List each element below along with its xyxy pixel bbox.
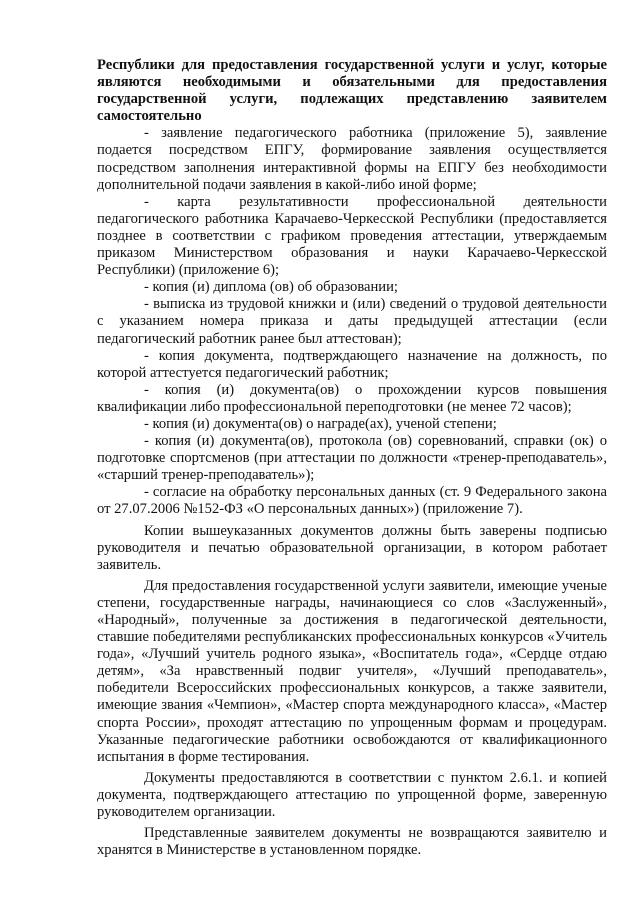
list-item-competition-protocols: - копия (и) документа(ов), протокола (ов) соревнований, справки (ок) о подготовке спортсменов (при аттестации по должности «тренер-преподаватель», «старший тренер-преподаватель»); <box>97 433 607 484</box>
list-item-training-certificate: - копия (и) документа(ов) о прохождении курсов повышения квалификации либо профессиональной переподготовки (не менее 72 часов); <box>97 381 607 415</box>
list-item-awards-copy: - копия (и) документа(ов) о награде(ах), ученой степени; <box>144 415 497 432</box>
list-item-diploma-copy: - копия (и) диплома (ов) об образовании; <box>144 279 398 296</box>
paragraph-simplified-attestation: Для предоставления государственной услуги заявители, имеющие ученые степени, государственные награды, начинающиеся со слов «Заслуженный», «Народный», полученные за достижения в педагогической деятельности, ставшие победителями республиканских профессиональных конкурсов «Учитель года», «Лучший учитель родного языка», «Воспитатель года», «Сердце отдаю детям», «За нравственный подвиг учителя», «Лучший преподаватель», победители Всероссийских профессиональных конкурсов, а также заявители, имеющие звания «Чемпион», «Мастер спорта международного класса», «Мастер спорта России», проходят аттестацию по упрощенным формам и процедурам. Указанные педагогические работники освобождаются от квалификационного испытания в форме тестирования. <box>97 577 607 765</box>
section-heading: Республики для предоставления государственной услуги и услуг, которые являются необходимыми и обязательными для предоставления государственной услуги, подлежащих представлению заявителем самостоятельно <box>97 57 607 125</box>
paragraph-documents-submission: Документы предоставляются в соответствии с пунктом 2.6.1. и копией документа, подтверждающего аттестацию по упрощенной форме, заверенную руководителем организации. <box>97 769 607 821</box>
paragraph-certification-of-copies: Копии вышеуказанных документов должны быть заверены подписью руководителя и печатью образовательной организации, в котором работает заявитель. <box>97 522 607 573</box>
paragraph-documents-retention: Представленные заявителем документы не возвращаются заявителю и хранятся в Министерстве в установленном порядке. <box>97 825 607 859</box>
list-item-employment-record: - выписка из трудовой книжки и (или) сведений о трудовой деятельности с указанием номера приказа и даты предыдущей аттестации (если педагогический работник ранее был аттестован); <box>97 296 607 347</box>
document-page <box>97 57 607 859</box>
document-list <box>97 125 607 518</box>
list-item-performance-card: - карта результативности профессиональной деятельности педагогического работника Карачаево-Черкесской Республики (предоставляется позднее в соответствии с графиком проведения аттестации, утверждаемым приказом Министерством образования и науки Карачаево-Черкесской Республики) (приложение 6); <box>97 193 607 279</box>
list-item-appointment-document: - копия документа, подтверждающего назначение на должность, по которой аттестуется педагогический работник; <box>97 347 607 381</box>
list-item-data-consent: - согласие на обработку персональных данных (ст. 9 Федерального закона от 27.07.2006 №152-ФЗ «О персональных данных») (приложение 7). <box>97 484 607 518</box>
list-item-application: - заявление педагогического работника (приложение 5), заявление подается посредством ЕПГУ, формирование заявления осуществляется посредством заполнения интерактивной формы на ЕПГУ без необходимости дополнительной подачи заявления в какой-либо иной форме; <box>97 125 607 193</box>
